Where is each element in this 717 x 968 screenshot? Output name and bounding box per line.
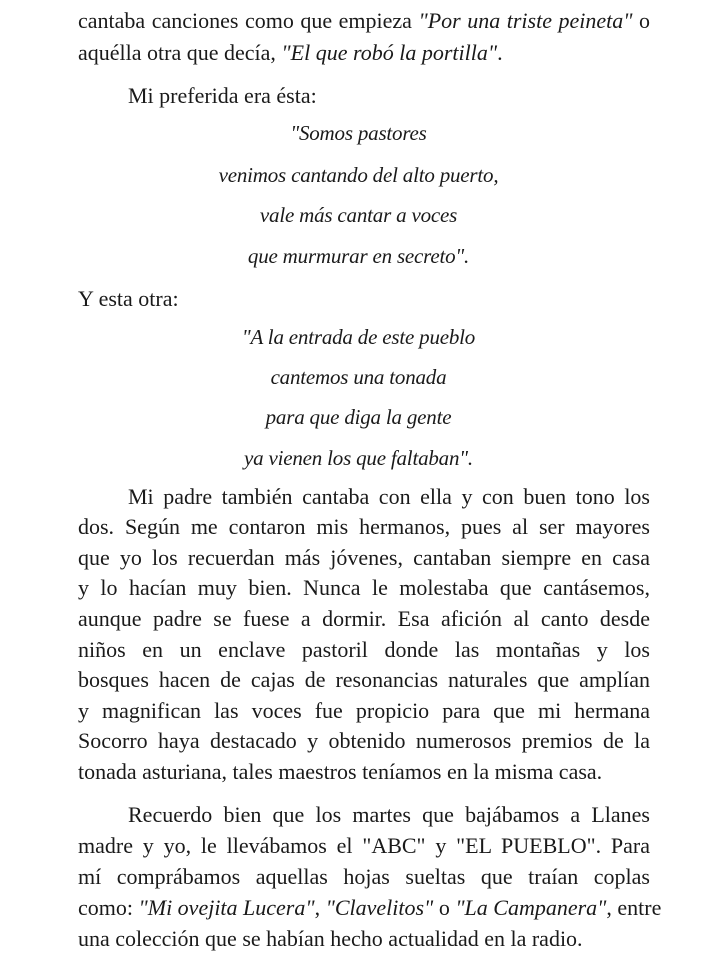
lead-text-2: Y esta otra:	[78, 286, 179, 311]
intro-text: .	[497, 40, 503, 65]
paragraph-text: , entre	[606, 895, 662, 920]
song-2-verse-4: ya vienen los que faltaban".	[244, 446, 473, 470]
intro-text: aquélla otra que decía,	[78, 40, 282, 65]
intro-line-1	[78, 6, 650, 36]
paragraph-1-line-4: y lo hacían muy bien. Nunca le molestaba que cantásemos,	[78, 575, 650, 600]
paragraph-1-line-9: Socorro haya destacado y obtenido numerosos premios de la	[78, 728, 650, 753]
paragraph-1-line-10: tonada asturiana, tales maestros teníamos en la misma casa.	[78, 759, 603, 784]
song-title: "Mi ovejita Lucera"	[138, 895, 315, 920]
intro-text: cantaba canciones como que empieza	[78, 8, 419, 33]
paragraph-1-line-8: y magnifican las voces fue propicio para que mi hermana	[78, 698, 650, 723]
paragraph-1-line-5: aunque padre se fuese a dormir. Esa afición al canto desde	[78, 606, 650, 631]
intro-line-2	[78, 38, 503, 68]
paragraph-text: ,	[314, 895, 326, 920]
song-title: "Por una triste peineta"	[418, 8, 633, 33]
lead-text-1: Mi preferida era ésta:	[128, 83, 317, 108]
paragraph-2-line-4	[78, 893, 662, 923]
song-2-verse-1: "A la entrada de este pueblo	[241, 325, 476, 349]
song-1-verse-4: que murmurar en secreto".	[247, 244, 470, 268]
paragraph-1-line-3: que yo los recuerdan más jóvenes, cantaban siempre en casa	[78, 545, 650, 570]
paragraph-2-line-5: una colección que se habían hecho actualidad en la radio.	[78, 926, 583, 951]
paragraph-1-line-1: Mi padre también cantaba con ella y con buen tono los	[128, 484, 650, 509]
song-1-verse-2: venimos cantando del alto puerto,	[218, 163, 499, 187]
song-title: "Clavelitos"	[325, 895, 434, 920]
paragraph-text: o	[433, 895, 456, 920]
paragraph-text: como:	[78, 895, 139, 920]
song-title: "La Campanera"	[455, 895, 607, 920]
song-1-verse-1: "Somos pastores	[290, 121, 427, 145]
paragraph-1-line-7: bosques hacen de cajas de resonancias naturales que amplían	[78, 667, 650, 692]
song-title: "El que robó la portilla"	[281, 40, 498, 65]
song-1-verse-3: vale más cantar a voces	[259, 203, 458, 227]
paragraph-1-line-6: niños en un enclave pastoril donde las montañas y los	[78, 637, 650, 662]
paragraph-2-line-2: madre y yo, le llevábamos el "ABC" y "EL PUEBLO". Para	[78, 833, 650, 858]
paragraph-1-line-2: dos. Según me contaron mis hermanos, pues al ser mayores	[78, 514, 650, 539]
song-2-verse-3: para que diga la gente	[265, 405, 452, 429]
intro-text: o	[632, 8, 651, 33]
paragraph-2-line-3: mí comprábamos aquellas hojas sueltas que traían coplas	[78, 864, 650, 889]
paragraph-2-line-1: Recuerdo bien que los martes que bajábamos a Llanes	[128, 802, 650, 827]
song-2-verse-2: cantemos una tonada	[270, 365, 447, 389]
